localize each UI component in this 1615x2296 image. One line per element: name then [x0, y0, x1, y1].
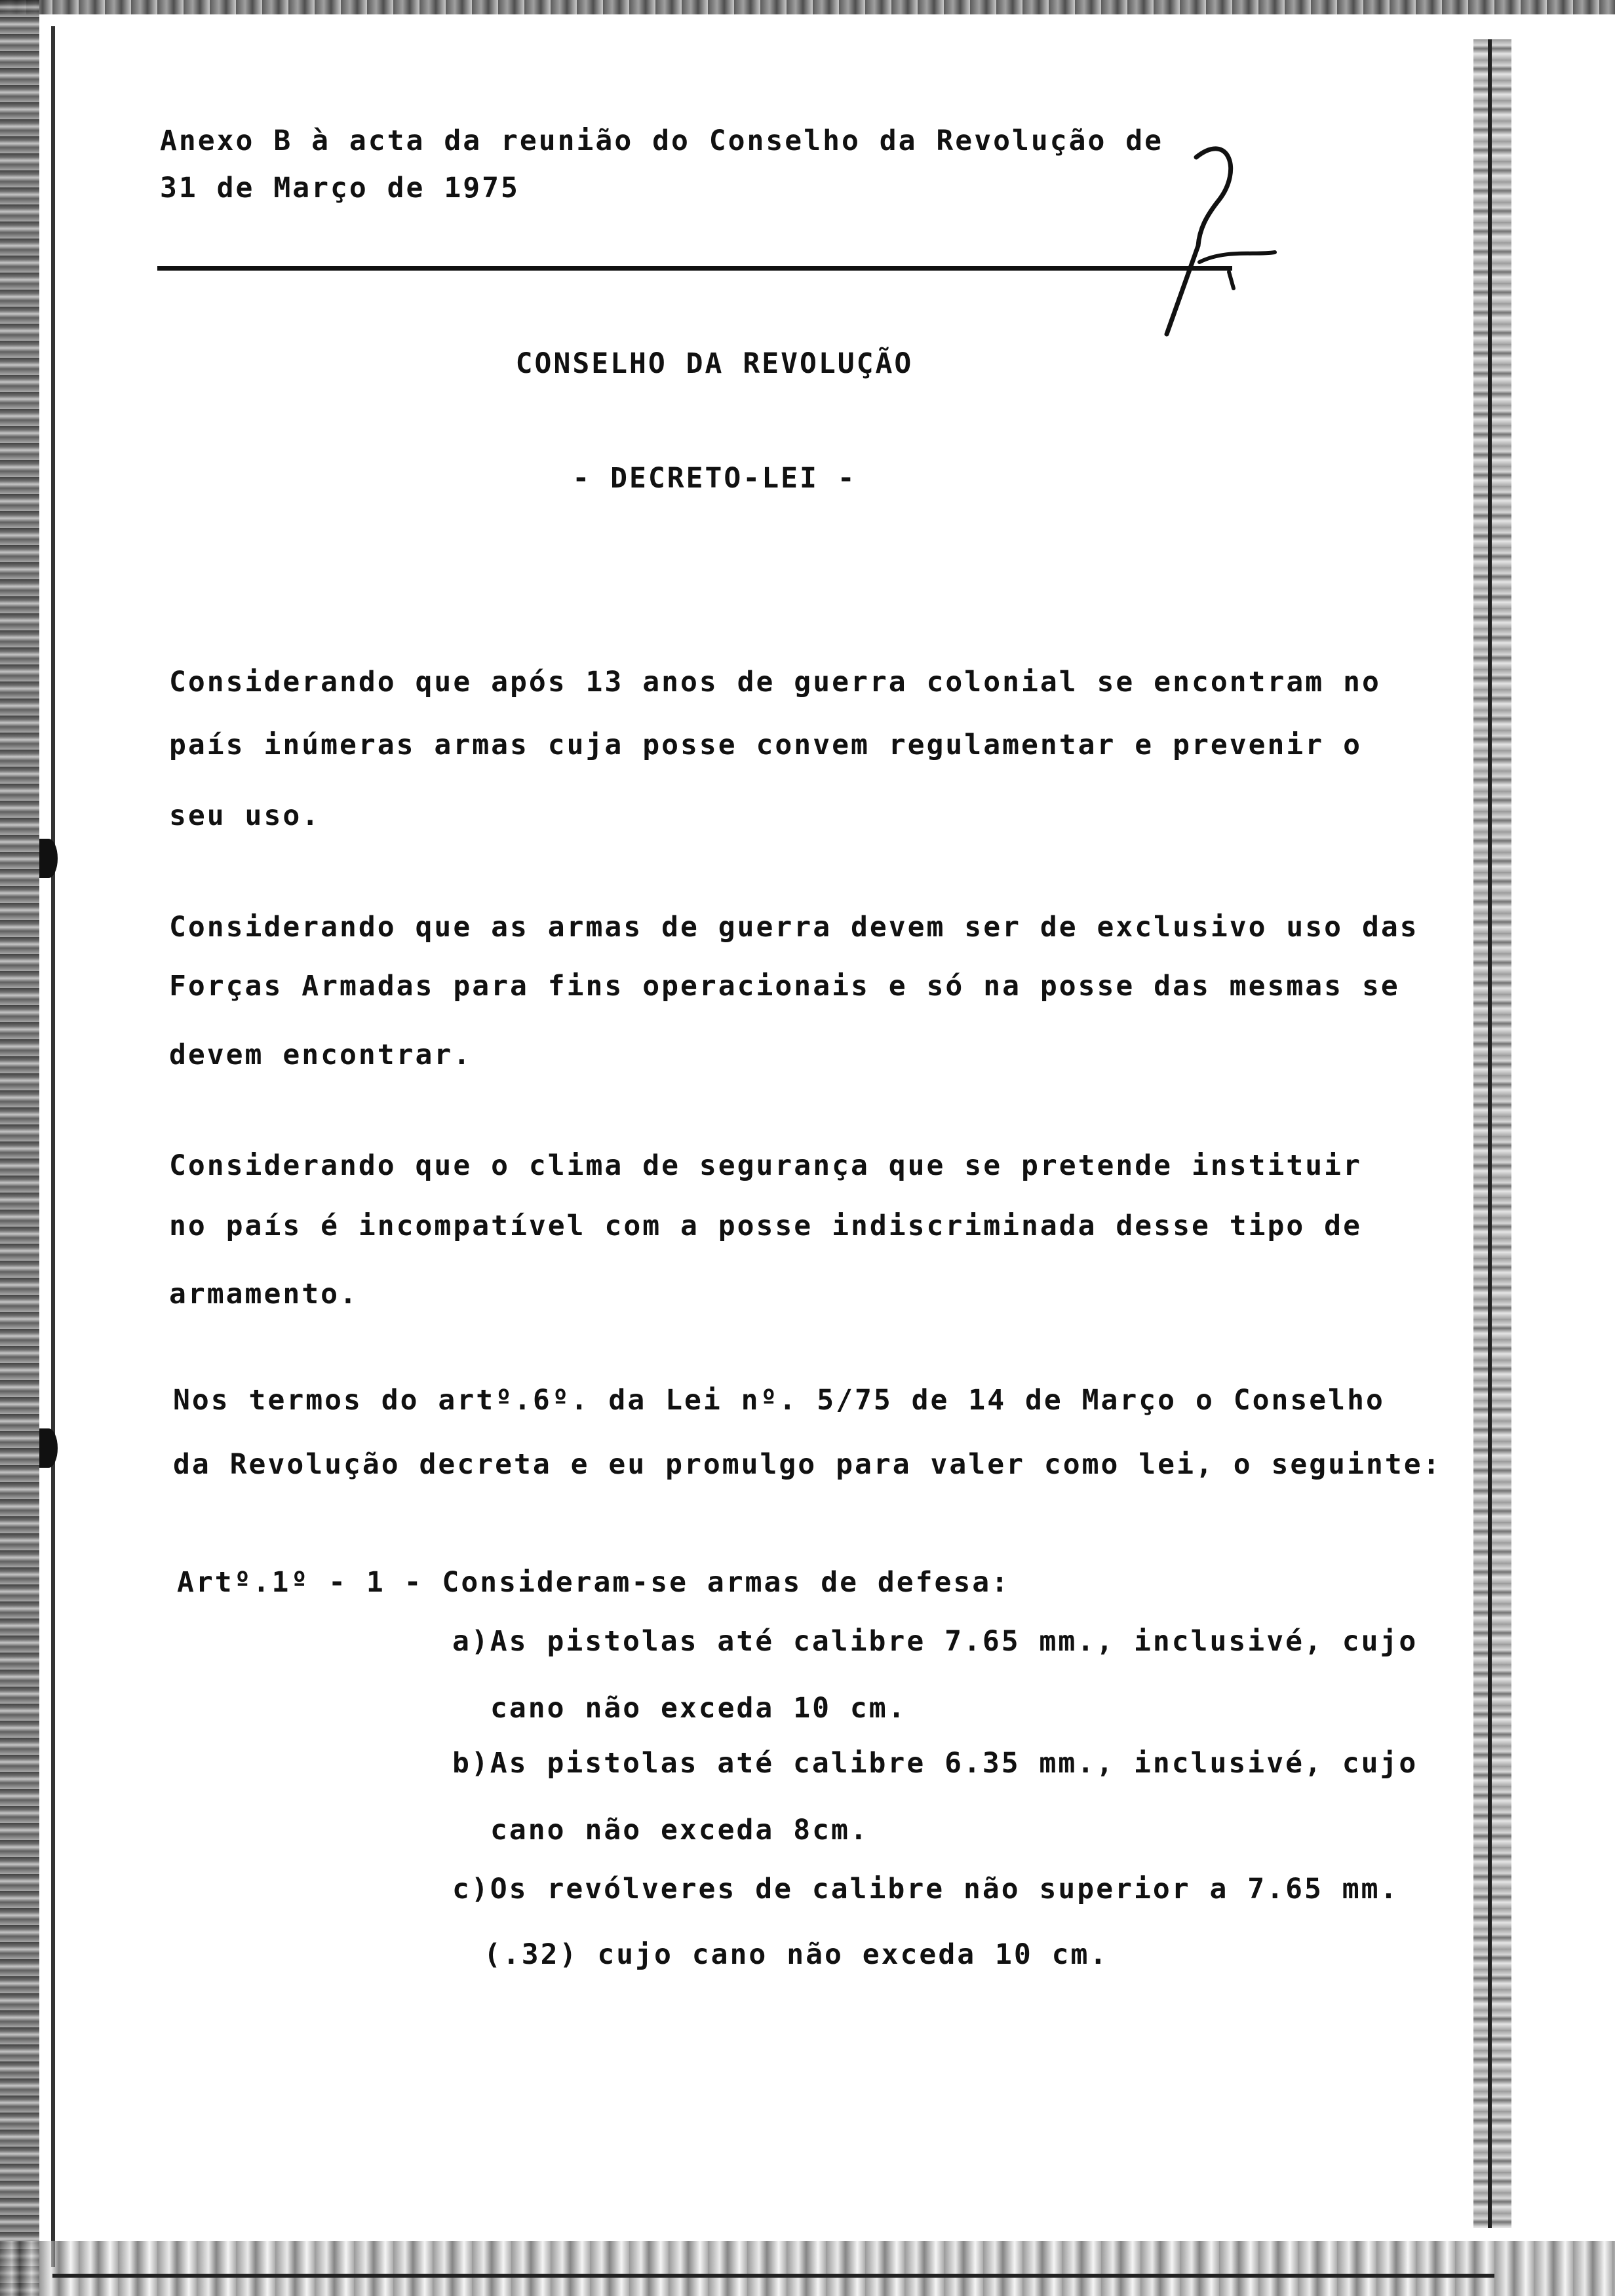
paragraph-line: da Revolução decreta e eu promulgo para valer como lei, o seguinte:: [173, 1448, 1442, 1481]
article-heading: Artº.1º - 1 - Consideram-se armas de defesa:: [177, 1566, 1011, 1599]
header-rule: [157, 266, 1232, 271]
document-subtitle: - DECRETO-LEI -: [572, 462, 857, 495]
document-title: CONSELHO DA REVOLUÇÃO: [515, 347, 914, 380]
paragraph-line: seu uso.: [169, 799, 321, 832]
paragraph-line: Nos termos do artº.6º. da Lei nº. 5/75 de 14 de Março o Conselho: [173, 1384, 1385, 1417]
scan-edge-bottom: [0, 2241, 1615, 2296]
scan-border-right: [1488, 39, 1492, 2228]
paragraph-line: Considerando que as armas de guerra devem ser de exclusivo uso das: [169, 911, 1419, 944]
paragraph-line: Forças Armadas para fins operacionais e só na posse das mesmas se: [169, 970, 1400, 1003]
header-annotation-line1: Anexo B à acta da reunião do Conselho da Revolução de: [160, 124, 1164, 157]
paragraph-line: Considerando que o clima de segurança que se pretende instituir: [169, 1149, 1362, 1182]
article-item-line: cano não exceda 10 cm.: [490, 1692, 907, 1725]
handwritten-initials-signature: [1114, 131, 1285, 341]
scan-border-bottom: [52, 2274, 1494, 2278]
article-item-line: b)As pistolas até calibre 6.35 mm., inclusivé, cujo: [452, 1747, 1418, 1780]
punch-hole-mark: [39, 1428, 58, 1468]
paragraph-line: no país é incompatível com a posse indiscriminada desse tipo de: [169, 1210, 1362, 1242]
article-item-line: a)As pistolas até calibre 7.65 mm., inclusivé, cujo: [452, 1625, 1418, 1658]
paragraph-line: devem encontrar.: [169, 1039, 473, 1071]
article-item-line: cano não exceda 8cm.: [490, 1814, 869, 1846]
punch-hole-mark: [39, 839, 58, 878]
paragraph-line: armamento.: [169, 1278, 359, 1311]
scan-edge-top: [0, 0, 1615, 14]
scan-edge-left: [0, 0, 39, 2296]
header-annotation-line2: 31 de Março de 1975: [160, 172, 520, 204]
paragraph-line: Considerando que após 13 anos de guerra colonial se encontram no: [169, 666, 1381, 698]
scan-edge-right: [1473, 39, 1511, 2228]
article-item-line: c)Os revólveres de calibre não superior a 7.65 mm.: [452, 1873, 1399, 1905]
paragraph-line: país inúmeras armas cuja posse convem regulamentar e prevenir o: [169, 729, 1362, 761]
article-item-line: (.32) cujo cano não exceda 10 cm.: [484, 1938, 1109, 1971]
